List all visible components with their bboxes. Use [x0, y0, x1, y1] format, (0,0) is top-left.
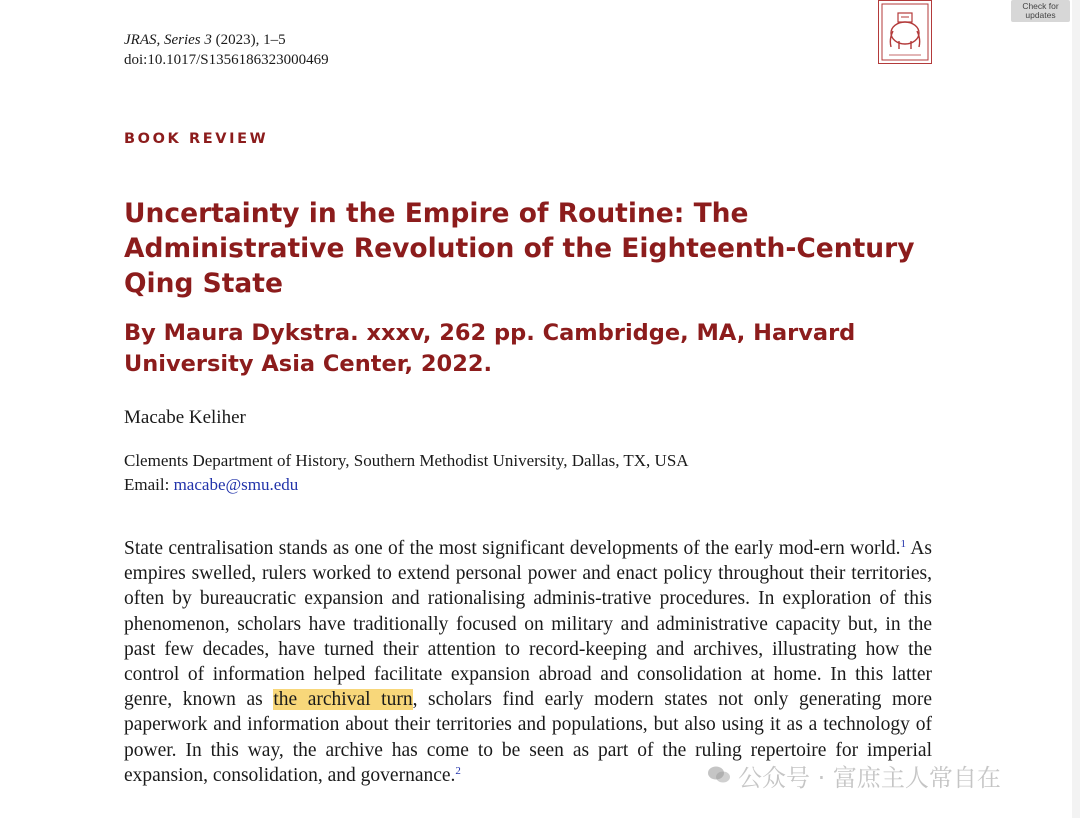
- journal-name: JRAS, Series 3: [124, 32, 212, 48]
- paragraph: [124, 536, 932, 788]
- paragraph-text: , scholars find early modern states not only generating more paperwork and information about their territories and populations, but also using it as a technology of power. In this way, the archive has come to be seen as part of the ruling repertoire for imperial expansion, consolidation, and governance.: [124, 689, 933, 786]
- email-link[interactable]: macabe@smu.edu: [173, 475, 299, 494]
- journal-volume-pages: (2023), 1–5: [211, 32, 286, 48]
- author-affiliation-block: [124, 449, 689, 497]
- affiliation: Clements Department of History, Southern Methodist University, Dallas, TX, USA: [124, 451, 689, 470]
- journal-citation: [124, 30, 329, 70]
- book-byline: By Maura Dykstra. xxxv, 262 pp. Cambridge, MA, Harvard University Asia Center, 2022.: [124, 320, 856, 377]
- viewer-gutter: [1072, 0, 1080, 818]
- author-name: Macabe Keliher: [124, 407, 246, 428]
- footnote-ref-1[interactable]: 1: [900, 538, 907, 550]
- email-label: Email:: [124, 475, 174, 494]
- section-label: BOOK REVIEW: [124, 131, 269, 147]
- check-for-updates-button[interactable]: Check for updates: [1011, 0, 1070, 22]
- footnote-ref-2[interactable]: 2: [455, 764, 461, 777]
- society-crest-icon: [878, 0, 932, 64]
- watermark-text: 公众号 · 富庶主人常自在: [738, 763, 1001, 792]
- body-text: [124, 536, 932, 788]
- wechat-icon: [706, 762, 732, 788]
- doi[interactable]: doi:10.1017/S1356186323000469: [124, 52, 329, 68]
- article-title: Uncertainty in the Empire of Routine: The Administrative Revolution of the Eighteenth-Century Qing State: [124, 198, 915, 299]
- paragraph-text: State centralisation stands as one of the most significant developments of the early mod-ern world.: [124, 538, 901, 559]
- watermark: [706, 758, 1001, 792]
- paragraph-text: As empires swelled, rulers worked to extend personal power and enact policy throughout their territories, often by bureaucratic expansion and rationalising adminis-trative procedures. In exploration of this phenomenon, scholars have traditionally focused on military and administrative capacity but, in the past few decades, have turned their attention to record-keeping and archives, illustrating how the control of information helped facilitate expansion abroad and consolidation at home. In this latter genre, known as: [124, 538, 932, 711]
- highlighted-text: the archival turn: [273, 689, 413, 711]
